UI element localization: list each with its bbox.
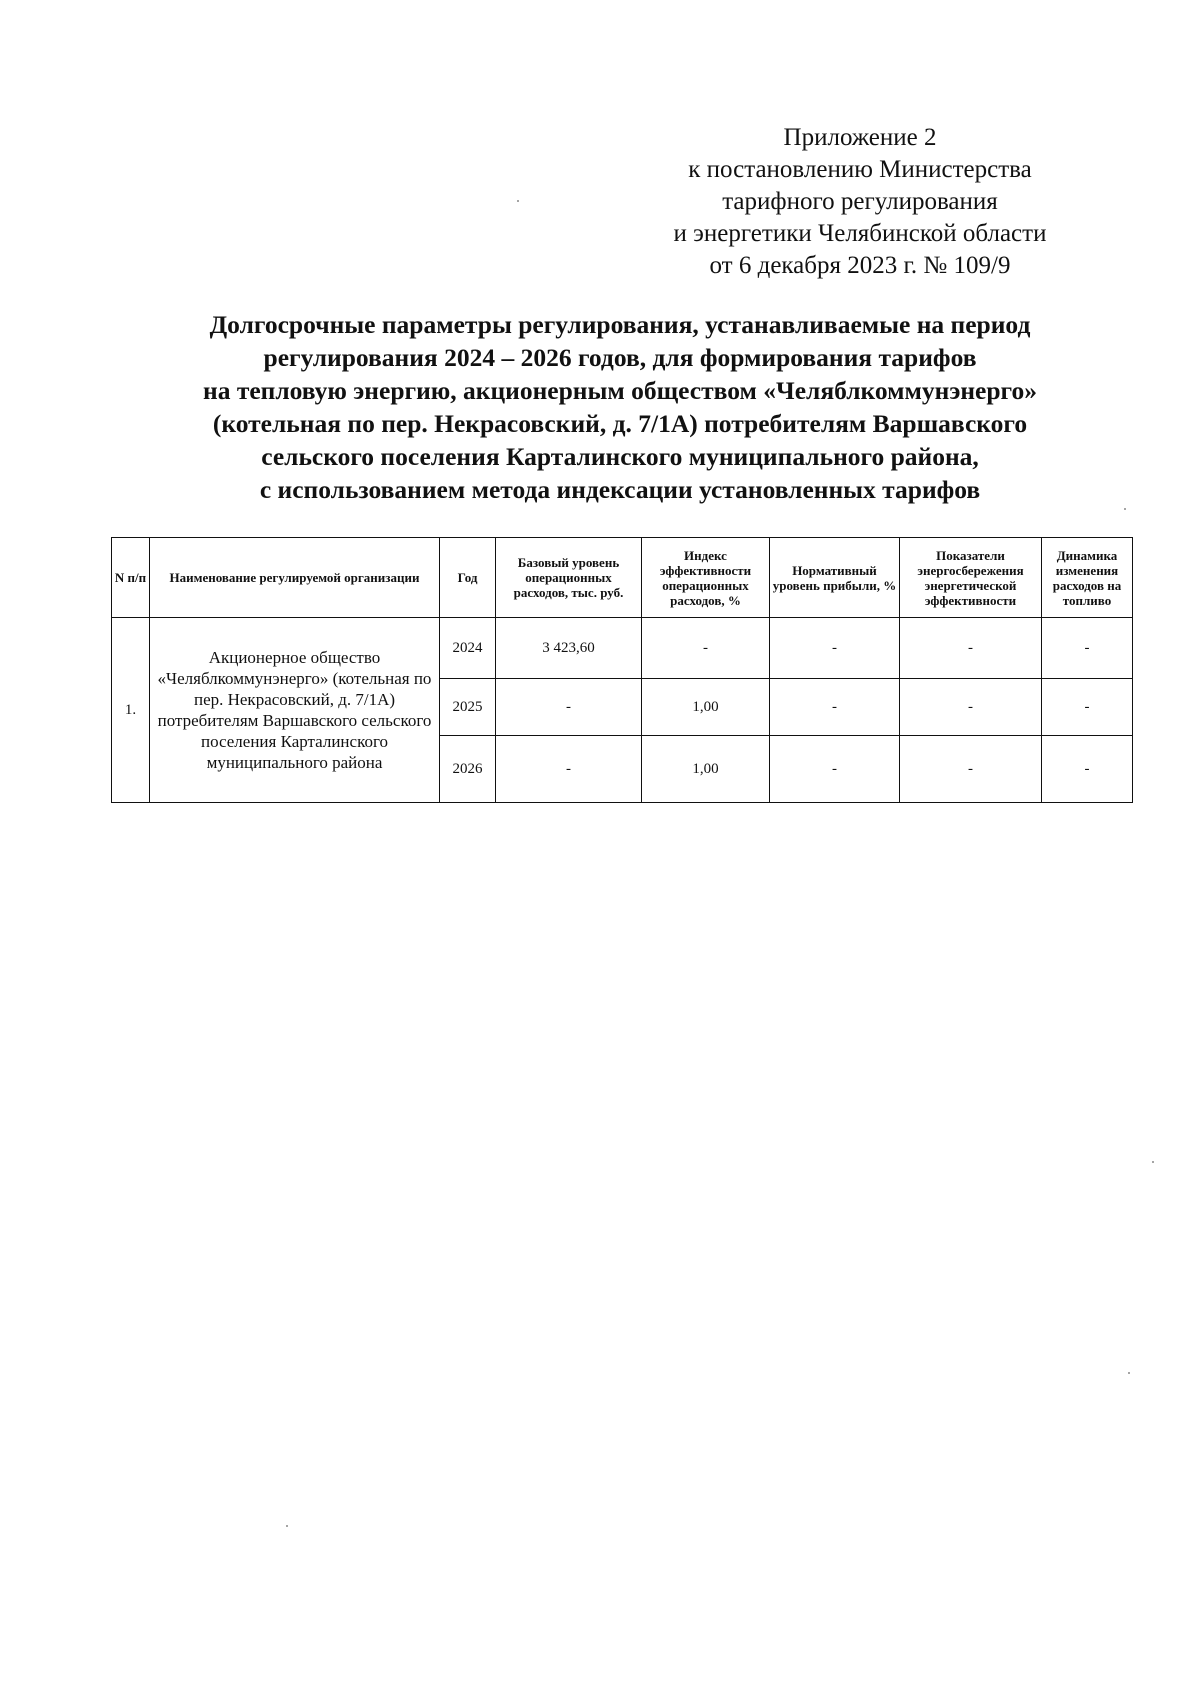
appendix-line: и энергетики Челябинской области xyxy=(673,220,1047,247)
document-title xyxy=(140,308,1100,506)
profit-level-cell: - xyxy=(770,679,900,736)
appendix-line: от 6 декабря 2023 г. № 109/9 xyxy=(709,252,1011,279)
year-cell: 2024 xyxy=(440,618,496,679)
title-line: с использованием метода индексации установленных тарифов xyxy=(259,475,981,504)
fuel-dynamics-cell: - xyxy=(1042,679,1133,736)
header-num: N п/п xyxy=(112,538,150,618)
appendix-block xyxy=(640,122,1080,282)
energy-saving-cell: - xyxy=(900,736,1042,803)
parameters-table xyxy=(111,537,1133,803)
scan-speck xyxy=(517,200,519,202)
appendix-line: к постановлению Министерства xyxy=(688,156,1032,183)
energy-saving-cell: - xyxy=(900,618,1042,679)
year-cell: 2026 xyxy=(440,736,496,803)
base-level-cell: 3 423,60 xyxy=(496,618,642,679)
energy-saving-cell: - xyxy=(900,679,1042,736)
row-number: 1. xyxy=(112,618,150,803)
year-cell: 2025 xyxy=(440,679,496,736)
appendix-line: тарифного регулирования xyxy=(722,188,998,215)
organization-name: Акционерное общество «Челяблкоммунэнерго» (котельная по пер. Некрасовский, д. 7/1А) потребителям Варшавского сельского поселения Карталинского муниципального района xyxy=(150,618,440,803)
header-efficiency-index: Индекс эффективности операционных расходов, % xyxy=(642,538,770,618)
table-row xyxy=(112,618,1133,679)
profit-level-cell: - xyxy=(770,736,900,803)
efficiency-index-cell: 1,00 xyxy=(642,736,770,803)
header-profit-level: Нормативный уровень прибыли, % xyxy=(770,538,900,618)
title-line: сельского поселения Карталинского муниципального района, xyxy=(261,442,979,471)
base-level-cell: - xyxy=(496,679,642,736)
title-line: (котельная по пер. Некрасовский, д. 7/1А) потребителям Варшавского xyxy=(212,409,1028,438)
base-level-cell: - xyxy=(496,736,642,803)
fuel-dynamics-cell: - xyxy=(1042,618,1133,679)
table-header-row xyxy=(112,538,1133,618)
header-year: Год xyxy=(440,538,496,618)
scan-speck xyxy=(286,1525,288,1527)
appendix-line: Приложение 2 xyxy=(783,124,937,151)
header-base-level: Базовый уровень операционных расходов, тыс. руб. xyxy=(496,538,642,618)
title-line: Долгосрочные параметры регулирования, устанавливаемые на период xyxy=(209,310,1031,339)
scan-speck xyxy=(1128,1372,1130,1374)
efficiency-index-cell: 1,00 xyxy=(642,679,770,736)
scan-speck xyxy=(1152,1161,1154,1163)
header-org: Наименование регулируемой организации xyxy=(150,538,440,618)
fuel-dynamics-cell: - xyxy=(1042,736,1133,803)
header-fuel-dynamics: Динамика изменения расходов на топливо xyxy=(1042,538,1133,618)
header-energy-saving: Показатели энергосбережения энергетической эффективности xyxy=(900,538,1042,618)
title-line: на тепловую энергию, акционерным обществом «Челяблкоммунэнерго» xyxy=(203,376,1037,405)
scan-speck xyxy=(1124,508,1126,510)
profit-level-cell: - xyxy=(770,618,900,679)
efficiency-index-cell: - xyxy=(642,618,770,679)
title-line: регулирования 2024 – 2026 годов, для формирования тарифов xyxy=(263,343,977,372)
